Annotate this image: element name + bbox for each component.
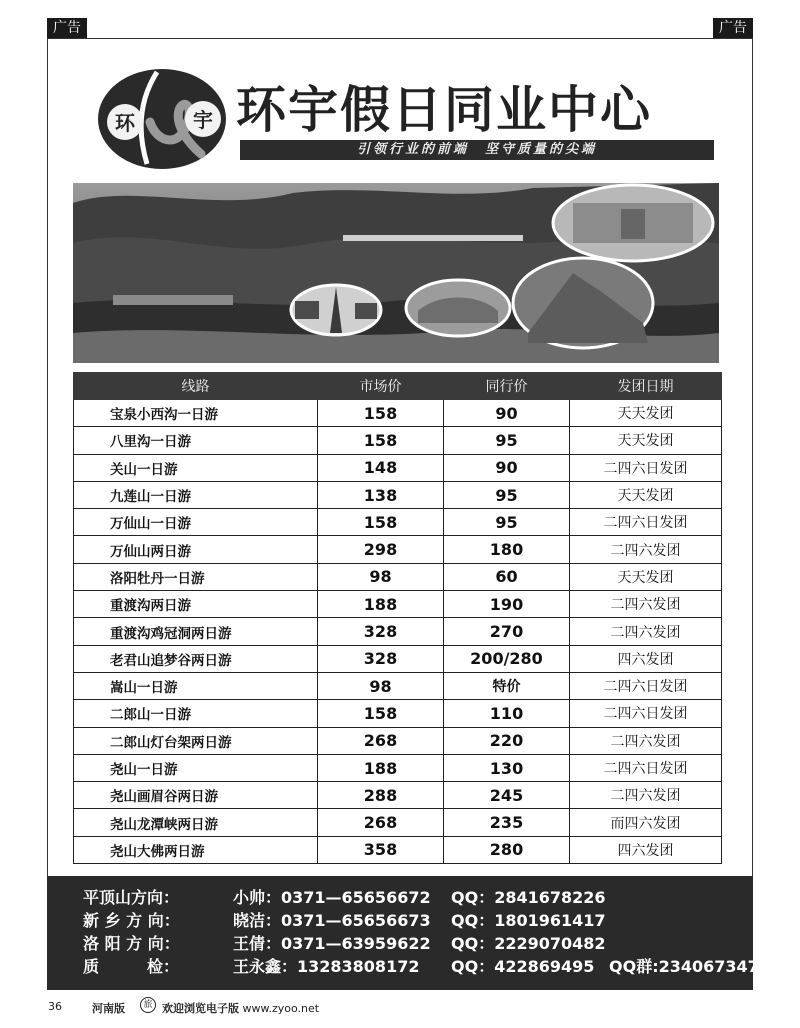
route-cell: 尧山龙潭峡两日游 [74, 809, 318, 836]
slogan-banner: 引领行业的前端 坚守质量的尖端 [240, 140, 714, 160]
peer-price-cell: 180 [444, 536, 570, 563]
market-price-cell: 158 [318, 700, 444, 727]
ad-label-right: 广告 [713, 18, 753, 38]
departure-cell: 二四六日发团 [570, 754, 722, 781]
table-row [74, 782, 722, 809]
contact-qq: QQ：422869495 [451, 957, 595, 976]
departure-cell: 而四六发团 [570, 809, 722, 836]
table-row [74, 400, 722, 427]
departure-cell: 四六发团 [570, 645, 722, 672]
table-row [74, 509, 722, 536]
route-cell: 重渡沟鸡冠洞两日游 [74, 618, 318, 645]
market-price-cell: 288 [318, 782, 444, 809]
market-price-cell: 188 [318, 591, 444, 618]
market-price-cell: 158 [318, 400, 444, 427]
contact-name-phone: 王倩：0371—63959622 [233, 934, 431, 953]
contact-direction: 洛 阳 方 向： [83, 934, 180, 953]
table-row [74, 727, 722, 754]
departure-cell: 二四六发团 [570, 727, 722, 754]
contact-direction: 质 检： [83, 957, 180, 976]
route-cell: 嵩山一日游 [74, 672, 318, 699]
peer-price-cell: 95 [444, 509, 570, 536]
departure-cell: 天天发团 [570, 400, 722, 427]
contact-qq: QQ：2229070482 [451, 934, 606, 953]
route-cell: 九莲山一日游 [74, 481, 318, 508]
table-row [74, 563, 722, 590]
route-cell: 八里沟一日游 [74, 427, 318, 454]
departure-cell: 二四六日发团 [570, 509, 722, 536]
table-row [74, 700, 722, 727]
peer-price-cell: 90 [444, 400, 570, 427]
site-info [162, 1000, 319, 1016]
ad-label-left: 广告 [47, 18, 87, 38]
route-price-table [73, 372, 722, 864]
departure-cell: 二四六发团 [570, 618, 722, 645]
route-cell: 二郎山灯台架两日游 [74, 727, 318, 754]
market-price-cell: 328 [318, 645, 444, 672]
market-price-cell: 268 [318, 727, 444, 754]
departure-cell: 四六发团 [570, 836, 722, 863]
table-row [74, 591, 722, 618]
route-cell: 洛阳牡丹一日游 [74, 563, 318, 590]
market-price-cell: 158 [318, 509, 444, 536]
scenic-photo-collage [73, 183, 719, 363]
departure-cell: 二四六日发团 [570, 454, 722, 481]
contact-name-phone: 小帅：0371—65656672 [233, 888, 431, 907]
peer-price-cell: 90 [444, 454, 570, 481]
contact-qq: QQ：2841678226 [451, 888, 606, 907]
market-price-cell: 138 [318, 481, 444, 508]
contact-name-phone: 王永鑫：13283808172 [233, 957, 420, 976]
edition-label: 河南版 [92, 1002, 125, 1015]
route-cell: 万仙山一日游 [74, 509, 318, 536]
contact-name-phone: 晓洁：0371—65656673 [233, 911, 431, 930]
table-row [74, 809, 722, 836]
header-market-price: 市场价 [318, 373, 444, 400]
departure-cell: 天天发团 [570, 427, 722, 454]
route-cell: 尧山大佛两日游 [74, 836, 318, 863]
table-row [74, 481, 722, 508]
peer-price-cell: 110 [444, 700, 570, 727]
peer-price-cell: 95 [444, 427, 570, 454]
departure-cell: 二四六发团 [570, 591, 722, 618]
market-price-cell: 358 [318, 836, 444, 863]
peer-price-cell: 200/280 [444, 645, 570, 672]
peer-price-cell: 270 [444, 618, 570, 645]
contact-qq: QQ：1801961417 [451, 911, 606, 930]
contact-direction: 平顶山方向： [83, 888, 180, 907]
route-cell: 关山一日游 [74, 454, 318, 481]
emblem-icon: 旅 [140, 997, 156, 1013]
market-price-cell: 148 [318, 454, 444, 481]
table-row [74, 836, 722, 863]
header-departure-date: 发团日期 [570, 373, 722, 400]
departure-cell: 天天发团 [570, 481, 722, 508]
peer-price-cell: 95 [444, 481, 570, 508]
market-price-cell: 328 [318, 618, 444, 645]
market-price-cell: 188 [318, 754, 444, 781]
header-peer-price: 同行价 [444, 373, 570, 400]
route-cell: 老君山追梦谷两日游 [74, 645, 318, 672]
contact-direction: 新 乡 方 向： [83, 911, 180, 930]
departure-cell: 天天发团 [570, 563, 722, 590]
table-row [74, 536, 722, 563]
peer-price-cell: 60 [444, 563, 570, 590]
departure-cell: 二四六日发团 [570, 700, 722, 727]
peer-price-cell: 220 [444, 727, 570, 754]
market-price-cell: 98 [318, 563, 444, 590]
header-route: 线路 [74, 373, 318, 400]
route-cell: 万仙山两日游 [74, 536, 318, 563]
page-number: 36 [48, 1000, 62, 1013]
contact-panel [47, 876, 759, 990]
table-row [74, 618, 722, 645]
contact-qq-group: QQ群:234067347 [609, 957, 759, 976]
route-cell: 重渡沟两日游 [74, 591, 318, 618]
logo-char-right: 宇 [193, 108, 213, 132]
route-cell: 尧山画眉谷两日游 [74, 782, 318, 809]
route-cell: 尧山一日游 [74, 754, 318, 781]
departure-cell: 二四六日发团 [570, 672, 722, 699]
peer-price-cell: 245 [444, 782, 570, 809]
company-logo [95, 64, 230, 174]
table-row [74, 754, 722, 781]
market-price-cell: 298 [318, 536, 444, 563]
table-row [74, 672, 722, 699]
route-cell: 宝泉小西沟一日游 [74, 400, 318, 427]
departure-cell: 二四六发团 [570, 782, 722, 809]
peer-price-cell: 235 [444, 809, 570, 836]
peer-price-cell: 280 [444, 836, 570, 863]
table-row [74, 645, 722, 672]
site-text: 欢迎浏览电子版 [162, 1002, 239, 1015]
market-price-cell: 268 [318, 809, 444, 836]
peer-price-cell: 特价 [444, 672, 570, 699]
logo-char-left: 环 [115, 111, 135, 135]
departure-cell: 二四六发团 [570, 536, 722, 563]
peer-price-cell: 130 [444, 754, 570, 781]
market-price-cell: 158 [318, 427, 444, 454]
site-url[interactable]: www.zyoo.net [242, 1002, 320, 1015]
table-row [74, 454, 722, 481]
peer-price-cell: 190 [444, 591, 570, 618]
table-header-row [74, 373, 722, 400]
page-title: 环宇假日同业中心 [236, 81, 652, 139]
market-price-cell: 98 [318, 672, 444, 699]
route-cell: 二郎山一日游 [74, 700, 318, 727]
table-row [74, 427, 722, 454]
